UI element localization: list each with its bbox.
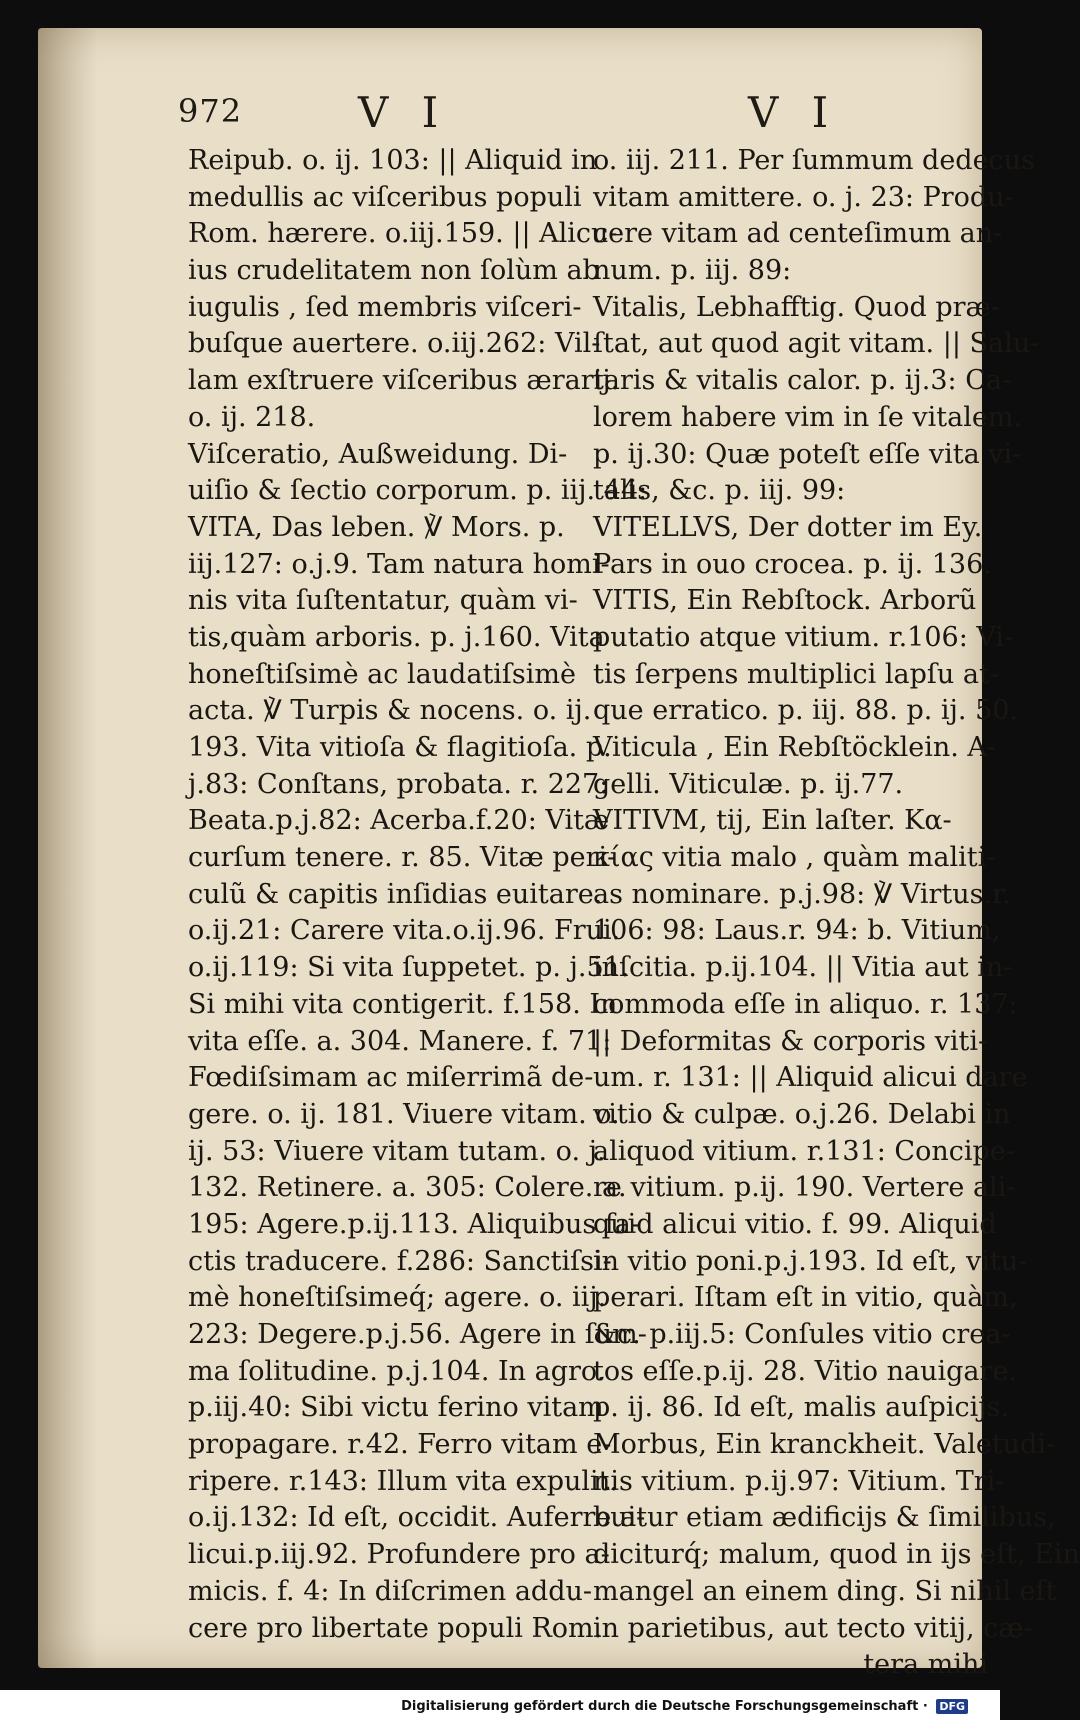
text-line: Pars in ouo crocea. p. ij. 136. <box>593 548 992 580</box>
footer-bar <box>0 1690 1000 1720</box>
text-line: VITA, Das leben. ℣ Mors. p. <box>188 511 565 543</box>
page-number: 972 <box>178 92 243 130</box>
text-line: κίας vitia malo , quàm maliti- <box>593 842 996 874</box>
text-line: 106: 98: Laus.r. 94: b. Vitium, <box>593 915 1001 947</box>
text-line: || Deformitas & corporis viti- <box>593 1025 988 1057</box>
text-line: Si mihi vita contigerit. f.158. In <box>188 988 618 1020</box>
text-line: mangel an einem ding. Si nihil eſt <box>593 1575 1057 1607</box>
text-line: tis,quàm arboris. p. j.160. Vita <box>188 621 605 653</box>
text-line: VITIS, Ein Rebſtock. Arborũ <box>593 585 977 617</box>
text-line: VITIVM, tij, Ein laſter. Κα- <box>593 805 952 837</box>
text-line: &c. p.iij.5: Conſules vitio crea- <box>593 1319 1011 1350</box>
left-running-head: V I <box>358 88 449 137</box>
text-line: medullis ac viſceribus populi <box>188 181 582 213</box>
text-line: Reipub. o. ij. 103: || Aliquid in <box>188 145 598 176</box>
text-line: 193. Vita vitioſa & flagitioſa. p. <box>188 732 612 763</box>
text-line: commoda eſſe in aliquo. r. 137: <box>593 988 1018 1020</box>
text-line: ctis traducere. f.286: Sanctiſsi- <box>188 1245 612 1277</box>
page-header <box>178 88 962 148</box>
text-line: o.ij.21: Carere vita.o.ij.96. Frui. <box>188 915 621 947</box>
text-line: ſtat, aut quod agit vitam. || Salu- <box>593 328 1040 360</box>
text-line: in vitio poni.p.j.193. Id eſt, vitu- <box>593 1245 1028 1277</box>
left-text-column <box>188 143 648 1647</box>
text-line: uiſio & ſectio corporum. p. iij. 44: <box>188 475 648 507</box>
text-line: acta. ℣ Turpis & nocens. o. ij. <box>188 695 592 727</box>
text-line: quid alicui vitio. f. 99. Aliquid <box>593 1208 997 1240</box>
text-line: o.ij.132: Id eſt, occidit. Auferre a- <box>188 1502 646 1534</box>
text-line: buſque auertere. o.iij.262: Vil- <box>188 328 601 360</box>
funding-credit <box>401 1699 968 1714</box>
text-line: vitam amittere. o. j. 23: Produ- <box>593 181 1014 213</box>
text-line: ripere. r.143: Illum vita expulit. <box>188 1465 619 1497</box>
text-line: tera mihi <box>863 1649 988 1681</box>
text-line: 223: Degere.p.j.56. Agere in ſum- <box>188 1319 647 1350</box>
text-line: 132. Retinere. a. 305: Colere. a. <box>188 1172 627 1204</box>
text-line: inſcitia. p.ij.104. || Vitia aut in- <box>593 952 1013 984</box>
text-line: nis vita ſuſtentatur, quàm vi- <box>188 585 578 617</box>
right-text-column <box>593 143 1080 1684</box>
text-line: putatio atque vitium. r.106: Vi- <box>593 621 1014 653</box>
text-line: ius crudelitatem non ſolùm ab <box>188 255 600 287</box>
text-line: tos eſſe.p.ij. 28. Vitio nauigare. <box>593 1355 1017 1387</box>
text-line: licui.p.iij.92. Profundere pro a- <box>188 1539 610 1571</box>
text-line: re vitium. p.ij. 190. Vertere ali- <box>593 1172 1016 1204</box>
text-line: micis. f. 4: In diſcrimen addu- <box>188 1575 593 1607</box>
text-line: Rom. hærere. o.iij.159. || Alicu- <box>188 218 618 250</box>
text-line: vita eſſe. a. 304. Manere. f. 71: <box>188 1025 612 1057</box>
text-line: Vitalis, Lebhafftig. Quod præ- <box>593 291 1001 323</box>
text-line: o. ij. 218. <box>188 401 316 433</box>
text-line: Beata.p.j.82: Acerba.f.20: Vitæ <box>188 805 610 837</box>
text-line: num. p. iij. 89: <box>593 255 792 287</box>
dfg-logo-icon: DFG <box>936 1699 968 1714</box>
text-line: 195: Agere.p.ij.113. Aliquibus fa- <box>188 1208 640 1240</box>
text-line: vitio & culpæ. o.j.26. Delabi in <box>593 1098 1011 1130</box>
text-line: Fœdiſsimam ac miſerrimã de- <box>188 1062 594 1094</box>
text-line: in parietibus, aut tecto vitij, cæ- <box>593 1612 1033 1644</box>
text-line: diciturq́; malum, quod in ijs eſt, Ein <box>593 1539 1080 1571</box>
text-line: perari. Iſtam eſt in vitio, quàm, <box>593 1282 1018 1314</box>
text-line: nis vitium. p.ij.97: Vitium. Tri- <box>593 1465 1005 1497</box>
text-line: um. r. 131: || Aliquid alicui dare <box>593 1062 1028 1094</box>
book-page <box>38 28 1080 1681</box>
text-line: gere. o. ij. 181. Viuere vitam. o. <box>188 1098 620 1130</box>
text-line: Morbus, Ein kranckheit. Valetudi- <box>593 1429 1056 1461</box>
text-line: Viticula , Ein Rebſtöcklein. A- <box>593 732 997 763</box>
funding-text: Digitalisierung gefördert durch die Deutsche Forschungsgemeinschaft · <box>401 1699 928 1714</box>
text-line: p. ij. 86. Id eſt, malis auſpicijs. <box>593 1392 1010 1424</box>
text-line: VITELLVS, Der dotter im Ey. <box>593 511 983 543</box>
text-line: as nominare. p.j.98: ℣ Virtus.r. <box>593 878 1011 910</box>
text-line: que erratico. p. iij. 88. p. ij. 50. <box>593 695 1019 727</box>
text-line: iugulis , ſed membris viſceri- <box>188 291 582 323</box>
text-line: honeſtiſsimè ac laudatiſsimè <box>188 658 576 690</box>
text-line: ij. 53: Viuere vitam tutam. o. j. <box>188 1135 606 1167</box>
text-line: cere vitam ad centeſimum an- <box>593 218 1003 250</box>
text-line: gelli. Viticulæ. p. ij.77. <box>593 768 904 800</box>
text-line: o.ij.119: Si vita ſuppetet. p. j.51. <box>188 952 630 984</box>
right-running-head: V I <box>748 88 839 137</box>
text-line: aliquod vitium. r.131: Concipe- <box>593 1135 1015 1167</box>
text-line: lam exſtruere viſceribus ærarij. <box>188 365 620 397</box>
text-line: taris & vitalis calor. p. ij.3: Ca- <box>593 365 1012 397</box>
text-line: p.iij.40: Sibi victu ferino vitam <box>188 1392 604 1424</box>
text-line: lorem habere vim in ſe vitalem. <box>593 401 1023 433</box>
text-line: mè honeſtiſsimeq́; agere. o. iij. <box>188 1282 607 1314</box>
text-line: iij.127: o.j.9. Tam natura homi- <box>188 548 610 580</box>
text-line: ma ſolitudine. p.j.104. In agro. <box>188 1355 606 1387</box>
text-line: propagare. r.42. Ferro vitam e- <box>188 1429 612 1461</box>
text-line: tis ſerpens multiplici lapſu at- <box>593 658 999 690</box>
text-line: buitur etiam ædificijs & ſimilibus, <box>593 1502 1056 1534</box>
text-line: o. iij. 211. Per ſummum dedecus <box>593 145 1035 176</box>
text-line: Viſceratio, Außweidung. Di- <box>188 438 568 470</box>
text-line: curſum tenere. r. 85. Vitæ peri- <box>188 842 617 874</box>
text-line: talis, &c. p. iij. 99: <box>593 475 846 507</box>
text-line: j.83: Conſtans, probata. r. 227: <box>188 768 609 800</box>
text-line: cere pro libertate populi Rom. <box>188 1612 603 1644</box>
text-line: culũ & capitis inſidias euitare. <box>188 878 603 910</box>
text-line: p. ij.30: Quæ poteſt eſſe vita vi- <box>593 438 1022 470</box>
